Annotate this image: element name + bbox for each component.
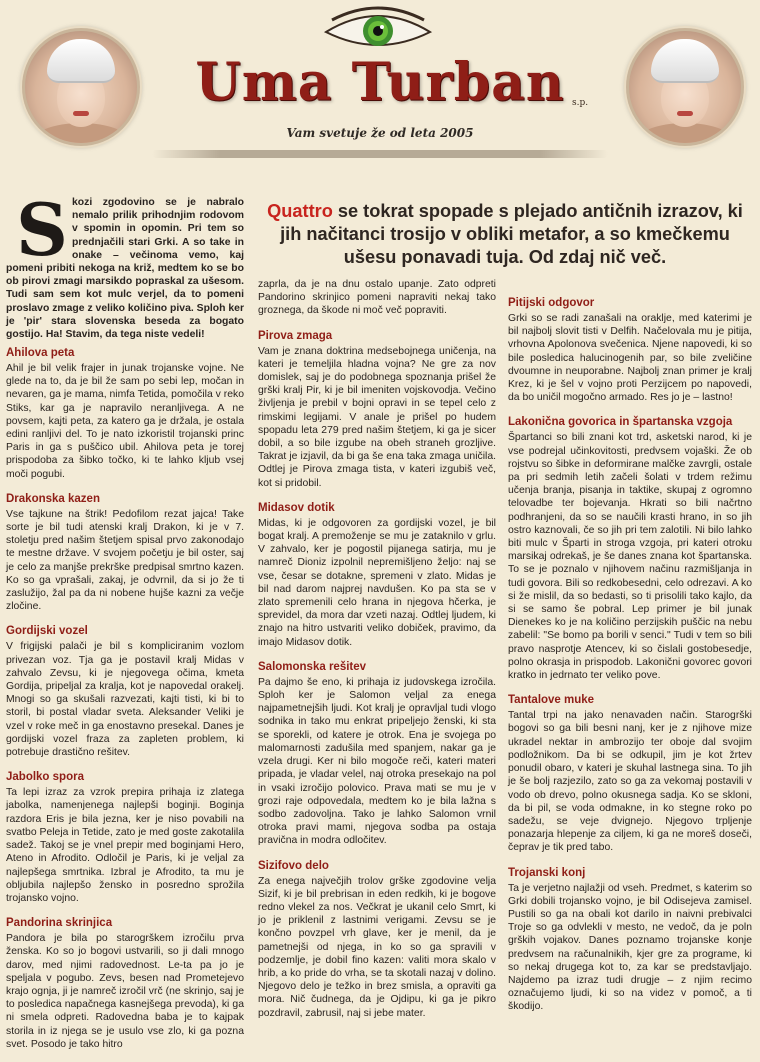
section-title: Trojanski konj — [508, 866, 586, 879]
section-title: Tantalove muke — [508, 694, 595, 707]
section-title: Drakonska kazen — [6, 492, 100, 505]
text-column-1 — [6, 346, 244, 1062]
section-title: Jabolko spora — [6, 771, 84, 784]
section-midasov-dotik — [258, 501, 496, 649]
section-pitijski-odgovor — [508, 296, 752, 404]
section-title: Salomonska rešitev — [258, 660, 367, 673]
section-drakonska-kazen — [6, 492, 244, 614]
drop-cap: S — [16, 187, 68, 272]
section-text: Midas, ki je odgovoren za gordijski vozel, je bil bogat kralj. A premoženje se mu je zataknilo v grlu. V zahvalo, ker je pogostil pijanega satirja, mu je namreč Dioniz izpolnil nepremišljeno željo: naj se vse, česar se dotakne, spremeni v zlato. Midas je bil nad darom najprej navdušen. Ko pa sta se v zlato spremenili celo hrana in njegova hčerka, je sprevidel, da mora dar vzeti nazaj. Odtlej ljudem, ki znajo na hitro ustvariti veliko dobiček, pravimo, da imajo Midasov dotik. — [258, 517, 496, 648]
section-title: Gordijski vozel — [6, 625, 88, 638]
section-lakonicna-govorica — [508, 415, 752, 682]
text-column-3 — [508, 296, 752, 1025]
turban-woman-portrait-right — [626, 28, 744, 146]
section-title: Pandorina skrinjica — [6, 917, 113, 930]
section-text: Ta lepi izraz za vzrok prepira prihaja iz zlatega jabolka, namenjenega najlepši boginji. Boginja razdora Eris je bila jezna, ker je niso povabili na svatbo Peleja in Tetide, zato je med goste zakotalila sadež. Takoj se je vnel prepir med boginjami Hero, Ateno in Afrodito. Odločil je Paris, ki je veljal za najlepšega smrtnika. Izbral je Afrodito, ta mu je obljubila najlepšo žensko in posredno sprožila trojansko vojno. — [6, 787, 244, 904]
section-text: Pa dajmo še eno, ki prihaja iz judovskega izročila. Sploh ker je Salomon veljal za enega najpametnejših ljudi. Kot kralj je opravljal tudi vlogo sodnika in tako mu enkrat pripeljejo ženski, ki sta se sporekli, od katere je otrok. Ena je svojega po malomarnosti zadušila med spanjem, nakar ga je vzela drugi. Ker ni bilo mogoče reči, kateri materi pripada, je vladar velel, naj otroka presekajo na pol in vsaki izročijo polovico. Prava mati se mu je v grozi raje odpovedala, medtem ko je bila lažna s sodbo zadovoljna. Tako je lahko Salomon vrnil otroka pravi mami, njegova sodba pa ostaja pravična in modra odločitev. — [258, 676, 496, 847]
section-pandorina-continued — [258, 278, 496, 318]
section-pandorina-skrinjica — [6, 916, 244, 1051]
section-text: Za enega največjih trolov grške zgodovine velja Sizif, ki je bil prebrisan in eden redkih, ki je bogove redno vlekel za nos. Večkrat je ukanil celo Smrt, ki jo je priklenil z lastnimi verigami. Zevsu se je končno povzpel vrh glave, ker je menil, da je pametnejši od njega, in ko so ga spravili v podzemlje, je dobil fino kazen: valiti mora skalo v hrib, a ko pride do vrha, se ta skotali nazaj v dolino. Njegovo delo je težko in brez smisla, a opraviti ga mora. Nič čudnega, da je Ojdipu, ki ga je pikro pozdravil, zabrusil, naj si jebe mater. — [258, 875, 496, 1019]
section-text: Vse tajkune na štrik! Pedofilom rezat jajca! Take sorte je bil tudi atenski kralj Drakon, ki je v 7. stoletju pred našim štetjem spisal prvo zakonodajo te mestne države. V svojem početju je bil oster, saj je celo za manjše prekrške predpisal smrtno kazen. Ko so ga vprašali, zakaj, je odvrnil, da si jo že ti zaslužijo, žal pa da ni nobene hujše kazni za večje zločine. — [6, 508, 244, 613]
column-header — [0, 0, 760, 170]
section-tantalove-muke — [508, 693, 752, 854]
section-ahilova-peta — [6, 346, 244, 481]
section-jabolko-spora — [6, 770, 244, 905]
section-salomonska-resitev — [258, 660, 496, 848]
decorative-scroll-divider — [152, 150, 608, 158]
column-title: Uma Turban — [195, 52, 565, 113]
section-sizifovo-delo — [258, 859, 496, 1020]
section-title: Ahilova peta — [6, 347, 75, 359]
section-text: Vam je znana doktrina medsebojnega uničenja, na kateri je temeljila hladna vojna? Ne gre za nov domislek, saj je do podobnega spoznanja prišel že grški kralj Pir, ki je bil imeniten vojskovodja. Večino življenja je prebil v bojni opravi in se tepel celo z rimskimi legijami. V anale je prišel po hudem spopadu leta 279 pred našim štetjem, ki ga je sicer dobil, a so bile izgube na obeh straneh grozljive. Takrat je izjavil, da bi ga še ena taka zmaga uničila. Odtlej je Pirova zmaga tista, v kateri izgubiš več, kot si pridobil. — [258, 345, 496, 489]
section-pirova-zmaga — [258, 329, 496, 490]
section-text: Ta je verjetno najlažji od vseh. Predmet, s katerim so Grki dobili trojansko vojno, je bil Odisejeva zamisel. Pustili so ga na obali kot darilo in naivni prebivalci Troje so ga odvlekli v mesto, ne vedoč, da je poln grških vojakov. Danes poznamo trojanske konje predvsem na računalnikih, kjer gre za programe, ki so nekaj drugega kot to, za kar se predstavljajo. Najdemo pa izraz tudi drugje – z njim recimo označujemo ljudi, ki so na videz v pomoč, a ti škodijo. — [508, 882, 752, 1013]
section-title: Pirova zmaga — [258, 329, 333, 342]
turban-woman-portrait-left — [22, 28, 140, 146]
section-trojanski-konj — [508, 866, 752, 1014]
section-title: Pitijski odgovor — [508, 297, 595, 309]
column-tagline: Vam svetuje že od leta 2005 — [286, 126, 474, 140]
section-text: Grki so se radi zanašali na oraklje, med katerimi je bil najbolj slovit tisti v Delfih. Načelovala mu je pitija, vrhovna Apolonova svečenica. Njene napovedi, ki so bile posledica halucinogenih par, so bile zveličine dvoumne in neuporabne. Najbolj znan primer je kralj Krez, ki je šel v vojno proti Perzijcem po napovedi, da bo uničil mogočno armado. Res jo je – lastno! — [508, 313, 752, 404]
text-column-2 — [258, 278, 496, 1031]
headline-text: se tokrat spopade s plejado antičnih izrazov, ki jih načitanci trosijo v obliki metafor, a so kmečkemu ušesu ponavadi tuja. Od zdaj nič več. — [280, 201, 743, 267]
article-headline — [262, 200, 748, 269]
section-title: Midasov dotik — [258, 501, 335, 514]
headline-accent: Quattro — [267, 201, 333, 221]
section-text: Pandora je bila po starogrškem izročilu prva ženska. Ko so jo bogovi ustvarili, so ji dali mnogo darov, med njimi radovednost. Le-ta pa jo je speljala v pogubo. Zevs, besen nad Prometejevo krajo ognja, ji je namreč izročil vrč (ne skrinjo, saj je to posledica napačnega kasnejšega prevoda), ki ga ni smela odpreti. Radovedna baba je to kajpak storila in iz njega se je usulo vse zlo, ki ga pozna svet. Posodo je tako hitro — [6, 933, 244, 1050]
section-text: Tantal trpi na jako nenavaden način. Starogrški bogovi so ga bili besni nanj, ker je z njihove mize ukradel nektar in ambrozijo ter oboje dal svojim podložnikom. Da bi se odkupil, jim je kot žrtev ponudil obaro, v kateri je skuhal lastnega sina. To jih je še bolj razjezilo, zato so ga za vekomaj postavili v vodo ob drevo, polno okusnega sadja. Ko se skloni, da bi pil, se voda odmakne, in ko stegne roko po sadežu, se veje dvignejo. Njegovo trpljenje ponazarja hlepenje za ciljem, ki ga ne moreš doseči, čeprav je tik pred tabo. — [508, 710, 752, 854]
section-title: Lakonična govorica in špartanska vzgoja — [508, 416, 733, 429]
section-title: Sizifovo delo — [258, 859, 329, 872]
green-eye-icon — [322, 6, 434, 56]
section-text: zaprla, da je na dnu ostalo upanje. Zato odpreti Pandorino skrinjico pomeni napraviti nekaj tako groznega, da škode ni moč več popraviti. — [258, 279, 496, 317]
section-gordijski-vozel — [6, 624, 244, 759]
title-suffix: s.p. — [572, 98, 589, 108]
section-text: Ahil je bil velik frajer in junak trojanske vojne. Ne glede na to, da je bil že sam po sebi lep, močan in nevaren, ga je mama, nimfa Tetida, pomočila v reko Stiks, kar ga je napravilo neranljivega. A ne povsem, kajti peta, za katero ga je držala, je ostala edini ranljivi del. To je nato izkoristil trojanski princ Paris in ga s puščico ubil. Ahilova peta je torej prispodoba za šibko točko, ki te lahko kljub vsej moči pogubi. — [6, 363, 244, 480]
intro-text: kozi zgodovino se je nabralo nemalo prilik prihodnjim rodovom v spomin in opomin. Pri tem so prednjačili stari Grki. A so take in onake – večinoma vemo, kaj pomeni pribiti nekoga na križ, medtem ko se bo ob pirovi zmagi marsikdo popraskal za ušesom. Tudi sam sem kot mulc verjel, da to pomeni proslavo zmage z veliko količino piva. Sploh ker je 'pir' stara slovenska beseda za bogato gostijo. Ha! Stavim, da tega niste vedeli! — [6, 197, 244, 341]
intro-paragraph — [6, 187, 244, 341]
section-text: Špartanci so bili znani kot trd, asketski narod, ki je vse podrejal učinkovitosti, predvsem vojaški. Že ob rojstvu so šibke in deformirane malčke zavrgli, ostale pa pri sedmih letih začeli šolati v trdem režimu učenja branja, pisanja in taktike, skupaj z ogromno telovadbe ter bojevanja. Hkrati so bili načrtno podhranjeni, da so se naučili krasti hrano, in so jih ostro kaznovali, če so jih pri tem zalotili. Ni bilo lahko biti mulc v Šparti in stroga vzgoja, pri kateri otroku marsikaj odrekaš, je še danes znana kot špartanska. To se je poznalo v njihovem načinu razmišljanja in tudi govora. Bili so redkobesedni, celo odrezavi. A ko si že mislil, da so bedasti, so ti prisolili tako kajlo, da si se samo še pobral. Lep primer je bil junak Dienekes ko je na količino perzijskih puščic na nebu zabelil: "Se bomo pa borili v senci." Tudi v tem so bili pravo nasprotje Atencev, ki so čislali gostobesedje, polno okrasja in prispodob. Lakonični govorec govori kratko in jedrnato ter veliko pove. — [508, 432, 752, 682]
section-text: V frigijski palači je bil s kompliciranim vozlom privezan voz. Tja ga je postavil kralj Midas v zahvalo Zevsu, ki je njegovega očima, kmeta Gordija, pripeljal za kralja, kot je napovedal orakelj. Mnogi so ga skušali razvezati, kajti tisti, ki bi to storil, bi postal vladar sveta. Aleksander Veliki je vzel v roke meč in ga enostavno presekal. Danes je gordijski vozel fraza za zapleten problem, ki potrebuje drastično rešitev. — [6, 641, 244, 759]
